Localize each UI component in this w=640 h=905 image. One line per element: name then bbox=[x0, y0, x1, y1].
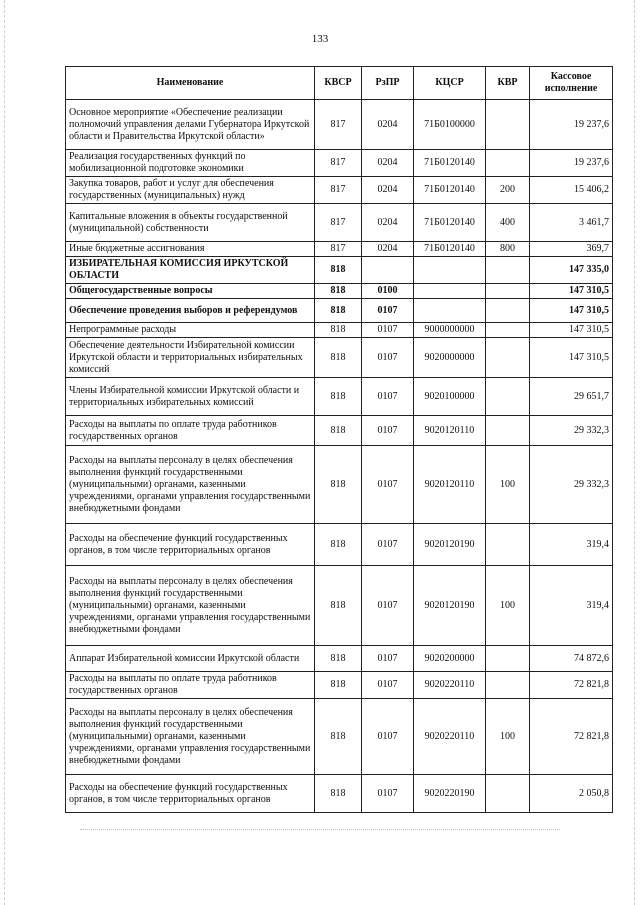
cell-rzpr: 0107 bbox=[362, 699, 414, 775]
cell-kvsr: 818 bbox=[315, 446, 362, 524]
cell-rzpr: 0107 bbox=[362, 299, 414, 323]
cell-name: Закупка товаров, работ и услуг для обеспечения государственных (муниципальных) нужд bbox=[66, 177, 315, 204]
page-number: 133 bbox=[311, 33, 329, 45]
cell-kcsr: 71Б0100000 bbox=[414, 100, 486, 150]
scan-noise-line bbox=[80, 829, 560, 830]
cell-kvsr: 817 bbox=[315, 150, 362, 177]
cell-rzpr: 0107 bbox=[362, 378, 414, 416]
cell-amount: 19 237,6 bbox=[530, 100, 613, 150]
table-row bbox=[66, 416, 613, 446]
cell-name: Расходы на обеспечение функций государственных органов, в том числе территориальных органов bbox=[66, 775, 315, 813]
table-row bbox=[66, 299, 613, 323]
cell-kvsr: 817 bbox=[315, 204, 362, 242]
header-kvr: КВР bbox=[486, 67, 530, 100]
table-row bbox=[66, 150, 613, 177]
cell-kvr bbox=[486, 323, 530, 338]
cell-name: Реализация государственных функций по мобилизационной подготовке экономики bbox=[66, 150, 315, 177]
cell-rzpr: 0107 bbox=[362, 646, 414, 672]
cell-kvr bbox=[486, 150, 530, 177]
cell-amount: 147 310,5 bbox=[530, 299, 613, 323]
table-row bbox=[66, 100, 613, 150]
cell-kvr bbox=[486, 338, 530, 378]
header-kvsr: КВСР bbox=[315, 67, 362, 100]
cell-kvsr: 818 bbox=[315, 524, 362, 566]
cell-amount: 147 310,5 bbox=[530, 338, 613, 378]
cell-kvsr: 818 bbox=[315, 646, 362, 672]
cell-kvr bbox=[486, 100, 530, 150]
cell-kvr bbox=[486, 775, 530, 813]
cell-name: Общегосударственные вопросы bbox=[66, 284, 315, 299]
cell-kvr: 200 bbox=[486, 177, 530, 204]
cell-kcsr bbox=[414, 299, 486, 323]
cell-kvsr: 817 bbox=[315, 100, 362, 150]
cell-kcsr: 9000000000 bbox=[414, 323, 486, 338]
cell-name: Аппарат Избирательной комиссии Иркутской области bbox=[66, 646, 315, 672]
cell-kcsr: 9020120190 bbox=[414, 566, 486, 646]
cell-rzpr: 0204 bbox=[362, 177, 414, 204]
cell-rzpr: 0100 bbox=[362, 284, 414, 299]
cell-rzpr: 0107 bbox=[362, 416, 414, 446]
cell-name: Обеспечение проведения выборов и референдумов bbox=[66, 299, 315, 323]
cell-kvsr: 818 bbox=[315, 378, 362, 416]
cell-rzpr: 0107 bbox=[362, 775, 414, 813]
table-row bbox=[66, 672, 613, 699]
cell-amount: 147 310,5 bbox=[530, 323, 613, 338]
cell-amount: 3 461,7 bbox=[530, 204, 613, 242]
cell-rzpr: 0107 bbox=[362, 323, 414, 338]
cell-kvsr: 818 bbox=[315, 699, 362, 775]
table-row bbox=[66, 699, 613, 775]
table-row bbox=[66, 284, 613, 299]
cell-kvr: 100 bbox=[486, 566, 530, 646]
cell-kvsr: 818 bbox=[315, 323, 362, 338]
table-row bbox=[66, 323, 613, 338]
cell-kcsr: 71Б0120140 bbox=[414, 204, 486, 242]
cell-kvr bbox=[486, 284, 530, 299]
cell-kvr bbox=[486, 257, 530, 284]
cell-rzpr bbox=[362, 257, 414, 284]
cell-kcsr: 9020220110 bbox=[414, 672, 486, 699]
table-row bbox=[66, 204, 613, 242]
table-row bbox=[66, 338, 613, 378]
cell-name: Расходы на выплаты персоналу в целях обеспечения выполнения функций государственными (муниципальными) органами, казенными учреждениями, органами управления государственными внебюджетными фондами bbox=[66, 699, 315, 775]
header-rzpr: РзПР bbox=[362, 67, 414, 100]
cell-amount: 369,7 bbox=[530, 242, 613, 257]
cell-kvsr: 818 bbox=[315, 566, 362, 646]
cell-amount: 72 821,8 bbox=[530, 672, 613, 699]
cell-kvsr: 818 bbox=[315, 338, 362, 378]
table-row bbox=[66, 446, 613, 524]
cell-amount: 29 332,3 bbox=[530, 446, 613, 524]
cell-rzpr: 0107 bbox=[362, 524, 414, 566]
cell-name: Расходы на выплаты персоналу в целях обеспечения выполнения функций государственными (муниципальными) органами, казенными учреждениями, органами управления государственными внебюджетными фондами bbox=[66, 446, 315, 524]
cell-kvr bbox=[486, 646, 530, 672]
cell-name: Обеспечение деятельности Избирательной комиссии Иркутской области и территориальных избирательных комиссий bbox=[66, 338, 315, 378]
cell-kvr bbox=[486, 416, 530, 446]
cell-kvsr: 818 bbox=[315, 257, 362, 284]
cell-kvsr: 818 bbox=[315, 416, 362, 446]
cell-kvr bbox=[486, 378, 530, 416]
cell-kvr: 100 bbox=[486, 446, 530, 524]
cell-amount: 319,4 bbox=[530, 566, 613, 646]
cell-kvr: 800 bbox=[486, 242, 530, 257]
table-header-row bbox=[66, 67, 613, 100]
cell-kcsr: 71Б0120140 bbox=[414, 242, 486, 257]
cell-kcsr bbox=[414, 257, 486, 284]
table-row bbox=[66, 242, 613, 257]
cell-amount: 29 332,3 bbox=[530, 416, 613, 446]
cell-kcsr: 9020000000 bbox=[414, 338, 486, 378]
cell-kvsr: 818 bbox=[315, 672, 362, 699]
cell-rzpr: 0107 bbox=[362, 338, 414, 378]
cell-kcsr: 9020220190 bbox=[414, 775, 486, 813]
cell-amount: 19 237,6 bbox=[530, 150, 613, 177]
cell-kvsr: 818 bbox=[315, 284, 362, 299]
cell-kvsr: 817 bbox=[315, 177, 362, 204]
cell-name: Иные бюджетные ассигнования bbox=[66, 242, 315, 257]
cell-kvsr: 818 bbox=[315, 299, 362, 323]
cell-rzpr: 0204 bbox=[362, 150, 414, 177]
cell-kvr bbox=[486, 299, 530, 323]
cell-kcsr: 9020120110 bbox=[414, 446, 486, 524]
table-body bbox=[66, 100, 613, 813]
table-row bbox=[66, 177, 613, 204]
cell-kcsr: 9020200000 bbox=[414, 646, 486, 672]
cell-name: Расходы на обеспечение функций государственных органов, в том числе территориальных органов bbox=[66, 524, 315, 566]
budget-execution-table bbox=[65, 66, 613, 813]
cell-name: Расходы на выплаты по оплате труда работников государственных органов bbox=[66, 416, 315, 446]
table-row bbox=[66, 566, 613, 646]
table-row bbox=[66, 378, 613, 416]
table-row bbox=[66, 646, 613, 672]
cell-rzpr: 0204 bbox=[362, 100, 414, 150]
cell-kcsr: 9020220110 bbox=[414, 699, 486, 775]
cell-kvsr: 818 bbox=[315, 775, 362, 813]
cell-kcsr: 71Б0120140 bbox=[414, 177, 486, 204]
cell-kcsr: 9020120190 bbox=[414, 524, 486, 566]
cell-rzpr: 0107 bbox=[362, 672, 414, 699]
cell-amount: 15 406,2 bbox=[530, 177, 613, 204]
table-row bbox=[66, 257, 613, 284]
cell-name: Основное мероприятие «Обеспечение реализации полномочий управления делами Губернатора Иркутской области и Правительства Иркутской области» bbox=[66, 100, 315, 150]
header-amount: Кассовое исполнение bbox=[530, 67, 613, 100]
cell-name: Непрограммные расходы bbox=[66, 323, 315, 338]
cell-amount: 2 050,8 bbox=[530, 775, 613, 813]
cell-kcsr bbox=[414, 284, 486, 299]
cell-kcsr: 9020120110 bbox=[414, 416, 486, 446]
cell-kcsr: 9020100000 bbox=[414, 378, 486, 416]
table-row bbox=[66, 775, 613, 813]
cell-kvr: 100 bbox=[486, 699, 530, 775]
cell-amount: 319,4 bbox=[530, 524, 613, 566]
cell-amount: 147 310,5 bbox=[530, 284, 613, 299]
cell-rzpr: 0107 bbox=[362, 566, 414, 646]
scan-edge-left bbox=[4, 0, 8, 905]
cell-amount: 147 335,0 bbox=[530, 257, 613, 284]
cell-kvsr: 817 bbox=[315, 242, 362, 257]
cell-name: ИЗБИРАТЕЛЬНАЯ КОМИССИЯ ИРКУТСКОЙ ОБЛАСТИ bbox=[66, 257, 315, 284]
cell-name: Расходы на выплаты по оплате труда работников государственных органов bbox=[66, 672, 315, 699]
cell-rzpr: 0204 bbox=[362, 242, 414, 257]
cell-amount: 29 651,7 bbox=[530, 378, 613, 416]
scan-edge-right bbox=[634, 0, 638, 905]
cell-kcsr: 71Б0120140 bbox=[414, 150, 486, 177]
cell-rzpr: 0107 bbox=[362, 446, 414, 524]
cell-name: Расходы на выплаты персоналу в целях обеспечения выполнения функций государственными (муниципальными) органами, казенными учреждениями, органами управления государственными внебюджетными фондами bbox=[66, 566, 315, 646]
cell-amount: 72 821,8 bbox=[530, 699, 613, 775]
cell-amount: 74 872,6 bbox=[530, 646, 613, 672]
cell-kvr bbox=[486, 672, 530, 699]
cell-name: Члены Избирательной комиссии Иркутской области и территориальных избирательных комиссий bbox=[66, 378, 315, 416]
header-kcsr: КЦСР bbox=[414, 67, 486, 100]
cell-name: Капитальные вложения в объекты государственной (муниципальной) собственности bbox=[66, 204, 315, 242]
table-row bbox=[66, 524, 613, 566]
cell-kvr: 400 bbox=[486, 204, 530, 242]
cell-rzpr: 0204 bbox=[362, 204, 414, 242]
header-name: Наименование bbox=[66, 67, 315, 100]
cell-kvr bbox=[486, 524, 530, 566]
